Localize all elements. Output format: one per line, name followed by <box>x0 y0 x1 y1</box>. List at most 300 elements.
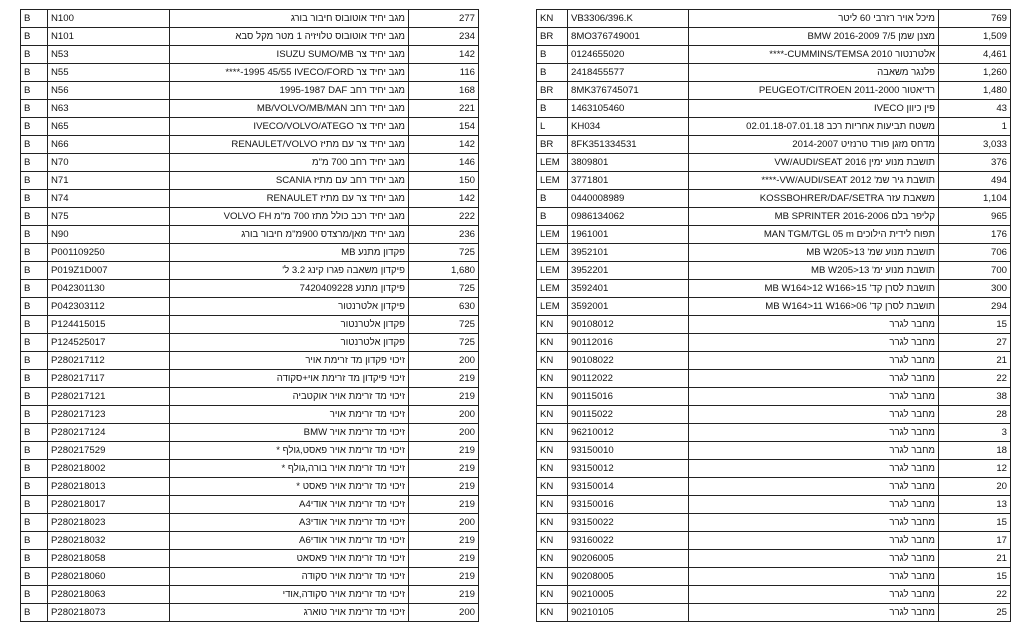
part-number-cell: N90 <box>48 226 170 244</box>
table-row <box>21 298 479 316</box>
supplier-code-cell: B <box>21 532 48 550</box>
description-cell: פקדון אלטרנטור <box>170 334 409 352</box>
supplier-code-cell: B <box>21 514 48 532</box>
price-cell: 219 <box>409 460 479 478</box>
description-cell: מחבר לגרר <box>689 460 939 478</box>
supplier-code-cell: B <box>21 550 48 568</box>
part-number-cell: 8FK351334531 <box>568 136 689 154</box>
table-row <box>537 46 1011 64</box>
description-cell: זיכוי מד זרימת אויר בורה,גולף * <box>170 460 409 478</box>
price-cell: 725 <box>409 280 479 298</box>
part-number-cell: P280217124 <box>48 424 170 442</box>
supplier-code-cell: B <box>21 226 48 244</box>
table-row <box>537 442 1011 460</box>
description-cell: תושבת לסרן קד' MB W164>12 W166>15 <box>689 280 939 298</box>
table-row <box>537 532 1011 550</box>
price-cell: 200 <box>409 514 479 532</box>
part-number-cell: 90208005 <box>568 568 689 586</box>
price-cell: 1,104 <box>939 190 1011 208</box>
supplier-code-cell: B <box>21 208 48 226</box>
supplier-code-cell: B <box>537 64 568 82</box>
part-number-cell: N55 <box>48 64 170 82</box>
supplier-code-cell: B <box>21 406 48 424</box>
part-number-cell: P280218060 <box>48 568 170 586</box>
supplier-code-cell: B <box>21 136 48 154</box>
price-cell: 1,260 <box>939 64 1011 82</box>
price-cell: 725 <box>409 334 479 352</box>
price-cell: 219 <box>409 586 479 604</box>
price-cell: 17 <box>939 532 1011 550</box>
description-cell: מחבר לגרר <box>689 352 939 370</box>
part-number-cell: N100 <box>48 10 170 28</box>
table-row <box>537 208 1011 226</box>
description-cell: מחבר לגרר <box>689 442 939 460</box>
supplier-code-cell: KN <box>537 370 568 388</box>
part-number-cell: 1463105460 <box>568 100 689 118</box>
table-row <box>21 154 479 172</box>
description-cell: זיכוי מד זרימת אויר פאסט * <box>170 478 409 496</box>
description-cell: מיכל אויר רזרבי 60 ליטר <box>689 10 939 28</box>
price-cell: 25 <box>939 604 1011 622</box>
description-cell: תושבת מנוע ימין VW/AUDI/SEAT 2016 <box>689 154 939 172</box>
supplier-code-cell: B <box>21 604 48 622</box>
table-row <box>21 10 479 28</box>
part-number-cell: P280218002 <box>48 460 170 478</box>
table-row <box>537 28 1011 46</box>
part-number-cell: P280218058 <box>48 550 170 568</box>
supplier-code-cell: B <box>21 100 48 118</box>
table-row <box>537 172 1011 190</box>
table-row <box>537 550 1011 568</box>
supplier-code-cell: B <box>21 568 48 586</box>
supplier-code-cell: B <box>21 334 48 352</box>
price-cell: 142 <box>409 46 479 64</box>
part-number-cell: 93150012 <box>568 460 689 478</box>
part-number-cell: P280217121 <box>48 388 170 406</box>
price-cell: 277 <box>409 10 479 28</box>
part-number-cell: N75 <box>48 208 170 226</box>
description-cell: פיקדון מתנע 7420409228 <box>170 280 409 298</box>
description-cell: זיכוי מד זרימת אויר אודיA3 <box>170 514 409 532</box>
part-number-cell: 8MK376745071 <box>568 82 689 100</box>
description-cell: ****-1995 45/55 IVECO/FORD מגב יחיד צר <box>170 64 409 82</box>
supplier-code-cell: KN <box>537 514 568 532</box>
supplier-code-cell: KN <box>537 406 568 424</box>
price-cell: 630 <box>409 298 479 316</box>
supplier-code-cell: B <box>21 82 48 100</box>
supplier-code-cell: B <box>21 370 48 388</box>
table-row <box>537 280 1011 298</box>
supplier-code-cell: KN <box>537 424 568 442</box>
price-cell: 219 <box>409 478 479 496</box>
table-row <box>21 118 479 136</box>
description-cell: RENAULET/VOLVO מגב יחיד צר עם מתיז <box>170 136 409 154</box>
part-number-cell: N56 <box>48 82 170 100</box>
table-row <box>537 514 1011 532</box>
table-row <box>537 190 1011 208</box>
price-cell: 3,033 <box>939 136 1011 154</box>
price-cell: 219 <box>409 496 479 514</box>
description-cell: זיכוי מד זרימת אויר אודיA4 <box>170 496 409 514</box>
part-number-cell: 90112022 <box>568 370 689 388</box>
description-cell: מחבר לגרר <box>689 424 939 442</box>
table-row <box>21 172 479 190</box>
price-cell: 700 <box>939 262 1011 280</box>
table-row <box>21 334 479 352</box>
part-number-cell: 3771801 <box>568 172 689 190</box>
right-table-body <box>537 10 1011 622</box>
part-number-cell: P280218023 <box>48 514 170 532</box>
description-cell: זיכוי מד זרימת אויר פאסאט <box>170 550 409 568</box>
part-number-cell: 0440008989 <box>568 190 689 208</box>
description-cell: מחבר לגרר <box>689 496 939 514</box>
table-row <box>21 550 479 568</box>
part-number-cell: 90108012 <box>568 316 689 334</box>
table-row <box>537 604 1011 622</box>
description-cell: מחבר לגרר <box>689 586 939 604</box>
table-row <box>21 406 479 424</box>
part-number-cell: 90206005 <box>568 550 689 568</box>
table-row <box>537 352 1011 370</box>
price-cell: 22 <box>939 370 1011 388</box>
price-cell: 221 <box>409 100 479 118</box>
part-number-cell: 90115022 <box>568 406 689 424</box>
part-number-cell: 96210012 <box>568 424 689 442</box>
supplier-code-cell: B <box>21 190 48 208</box>
description-cell: זיכוי מד זרימת אויר פאסט,גולף * <box>170 442 409 460</box>
table-row <box>21 100 479 118</box>
description-cell: פקדון מתנע MB <box>170 244 409 262</box>
description-cell: מצנן שמן 7/5 BMW 2016-2009 <box>689 28 939 46</box>
description-cell: זיכוי מד זרימת אויר <box>170 406 409 424</box>
price-cell: 200 <box>409 604 479 622</box>
supplier-code-cell: B <box>537 190 568 208</box>
part-number-cell: N70 <box>48 154 170 172</box>
supplier-code-cell: B <box>21 316 48 334</box>
part-number-cell: P124415015 <box>48 316 170 334</box>
description-cell: RENAULET מגב יחיד צר עם מתיז <box>170 190 409 208</box>
part-number-cell: N101 <box>48 28 170 46</box>
description-cell: זיכוי פקדון מד זרימת אויר <box>170 352 409 370</box>
table-row <box>21 226 479 244</box>
price-cell: 1,480 <box>939 82 1011 100</box>
table-row <box>21 28 479 46</box>
price-cell: 146 <box>409 154 479 172</box>
part-number-cell: 1961001 <box>568 226 689 244</box>
supplier-code-cell: BR <box>537 82 568 100</box>
table-row <box>21 496 479 514</box>
supplier-code-cell: B <box>21 478 48 496</box>
supplier-code-cell: B <box>21 442 48 460</box>
description-cell: זיכוי מד זרימת אויר סקודה <box>170 568 409 586</box>
table-row <box>21 352 479 370</box>
description-cell: אלטרנטור CUMMINS/TEMSA 2010-**** <box>689 46 939 64</box>
part-number-cell: 90210005 <box>568 586 689 604</box>
table-row <box>537 262 1011 280</box>
part-number-cell: 0986134062 <box>568 208 689 226</box>
description-cell: 1995-1987 DAF מגב יחיד רחב <box>170 82 409 100</box>
description-cell: תושבת לסרן קד' MB W164>11 W166>06 <box>689 298 939 316</box>
part-number-cell: P280217123 <box>48 406 170 424</box>
price-cell: 116 <box>409 64 479 82</box>
description-cell: SCANIA מגב יחיד רחב עם מתיז <box>170 172 409 190</box>
supplier-code-cell: KN <box>537 352 568 370</box>
table-row <box>21 82 479 100</box>
table-row <box>537 370 1011 388</box>
table-row <box>21 568 479 586</box>
left-table-body <box>21 10 479 622</box>
table-row <box>21 370 479 388</box>
supplier-code-cell: KN <box>537 550 568 568</box>
supplier-code-cell: KN <box>537 442 568 460</box>
description-cell: מחבר לגרר <box>689 568 939 586</box>
price-cell: 725 <box>409 244 479 262</box>
supplier-code-cell: B <box>21 154 48 172</box>
description-cell: תפוח לידית הילוכים MAN TGM/TGL 05 m <box>689 226 939 244</box>
supplier-code-cell: B <box>537 46 568 64</box>
price-cell: 294 <box>939 298 1011 316</box>
part-number-cell: P280217117 <box>48 370 170 388</box>
part-number-cell: 93150016 <box>568 496 689 514</box>
description-cell: MB/VOLVO/MB/MAN מגב יחיד רחב <box>170 100 409 118</box>
price-cell: 219 <box>409 532 479 550</box>
price-cell: 150 <box>409 172 479 190</box>
price-cell: 4,461 <box>939 46 1011 64</box>
part-number-cell: KH034 <box>568 118 689 136</box>
price-cell: 219 <box>409 388 479 406</box>
part-number-cell: P280218013 <box>48 478 170 496</box>
supplier-code-cell: KN <box>537 532 568 550</box>
description-cell: זיכוי פיקדון מד זרימת אוי+סקודה <box>170 370 409 388</box>
description-cell: מחבר לגרר <box>689 532 939 550</box>
table-row <box>537 388 1011 406</box>
part-number-cell: 8MO376749001 <box>568 28 689 46</box>
supplier-code-cell: B <box>21 28 48 46</box>
price-cell: 12 <box>939 460 1011 478</box>
table-row <box>537 118 1011 136</box>
part-number-cell: 2418455577 <box>568 64 689 82</box>
supplier-code-cell: LEM <box>537 154 568 172</box>
description-cell: תושבת גיר שמ' VW/AUDI/SEAT 2012-**** <box>689 172 939 190</box>
supplier-code-cell: B <box>537 100 568 118</box>
table-row <box>21 190 479 208</box>
part-number-cell: P019Z1D007 <box>48 262 170 280</box>
supplier-code-cell: B <box>21 10 48 28</box>
table-row <box>537 298 1011 316</box>
supplier-code-cell: LEM <box>537 226 568 244</box>
price-cell: 236 <box>409 226 479 244</box>
description-cell: תושבת מנוע ימ' MB W205>13 <box>689 262 939 280</box>
price-cell: 168 <box>409 82 479 100</box>
price-cell: 1 <box>939 118 1011 136</box>
description-cell: קליפר בלם MB SPRINTER 2016-2006 <box>689 208 939 226</box>
description-cell: פיקדון משאבה פגרו קינג 3.2 ל' <box>170 262 409 280</box>
supplier-code-cell: B <box>21 388 48 406</box>
supplier-code-cell: LEM <box>537 298 568 316</box>
supplier-code-cell: B <box>21 262 48 280</box>
supplier-code-cell: BR <box>537 136 568 154</box>
price-cell: 300 <box>939 280 1011 298</box>
price-cell: 1,680 <box>409 262 479 280</box>
price-cell: 200 <box>409 424 479 442</box>
part-number-cell: 93150010 <box>568 442 689 460</box>
supplier-code-cell: KN <box>537 10 568 28</box>
description-cell: מגב יחיד רחב 700 מ"מ <box>170 154 409 172</box>
price-cell: 28 <box>939 406 1011 424</box>
description-cell: ISUZU SUMO/MB מגב יחיד צר <box>170 46 409 64</box>
table-row <box>537 406 1011 424</box>
table-row <box>21 604 479 622</box>
description-cell: מחבר לגרר <box>689 550 939 568</box>
part-number-cell: 3952201 <box>568 262 689 280</box>
description-cell: מחבר לגרר <box>689 316 939 334</box>
right-price-table <box>536 9 1011 622</box>
description-cell: פיקדון אלטרנטור <box>170 298 409 316</box>
description-cell: מחבר לגרר <box>689 406 939 424</box>
part-number-cell: 3952101 <box>568 244 689 262</box>
part-number-cell: 90112016 <box>568 334 689 352</box>
price-cell: 21 <box>939 352 1011 370</box>
price-cell: 21 <box>939 550 1011 568</box>
supplier-code-cell: KN <box>537 604 568 622</box>
price-cell: 15 <box>939 316 1011 334</box>
supplier-code-cell: KN <box>537 478 568 496</box>
description-cell: משאבת עזר KOSSBOHRER/DAF/SETRA <box>689 190 939 208</box>
price-cell: 706 <box>939 244 1011 262</box>
table-row <box>537 64 1011 82</box>
supplier-code-cell: B <box>21 46 48 64</box>
supplier-code-cell: B <box>21 586 48 604</box>
table-row <box>21 460 479 478</box>
part-number-cell: P042301130 <box>48 280 170 298</box>
price-cell: 219 <box>409 550 479 568</box>
table-row <box>21 46 479 64</box>
supplier-code-cell: B <box>21 280 48 298</box>
description-cell: מחבר לגרר <box>689 388 939 406</box>
price-cell: 22 <box>939 586 1011 604</box>
table-row <box>21 244 479 262</box>
part-number-cell: 90210105 <box>568 604 689 622</box>
supplier-code-cell: KN <box>537 568 568 586</box>
description-cell: מחבר לגרר <box>689 370 939 388</box>
table-row <box>537 424 1011 442</box>
table-row <box>537 316 1011 334</box>
price-cell: 15 <box>939 514 1011 532</box>
description-cell: תושבת מנוע שמ' MB W205>13 <box>689 244 939 262</box>
description-cell: זיכוי מד זרימת אויר סקודה,אודי <box>170 586 409 604</box>
price-cell: 154 <box>409 118 479 136</box>
part-number-cell: P124525017 <box>48 334 170 352</box>
supplier-code-cell: KN <box>537 496 568 514</box>
table-row <box>537 100 1011 118</box>
table-row <box>537 154 1011 172</box>
supplier-code-cell: BR <box>537 28 568 46</box>
part-number-cell: 3592001 <box>568 298 689 316</box>
table-row <box>21 586 479 604</box>
table-row <box>21 424 479 442</box>
description-cell: זיכוי מד זרימת אויר אודיA6 <box>170 532 409 550</box>
part-number-cell: 3592401 <box>568 280 689 298</box>
price-cell: 18 <box>939 442 1011 460</box>
price-cell: 219 <box>409 370 479 388</box>
part-number-cell: 93150022 <box>568 514 689 532</box>
table-row <box>21 478 479 496</box>
part-number-cell: VB3306/396.K <box>568 10 689 28</box>
supplier-code-cell: KN <box>537 460 568 478</box>
supplier-code-cell: B <box>21 244 48 262</box>
table-row <box>537 586 1011 604</box>
supplier-code-cell: B <box>21 352 48 370</box>
price-cell: 13 <box>939 496 1011 514</box>
left-price-table <box>20 9 479 622</box>
price-cell: 43 <box>939 100 1011 118</box>
part-number-cell: P001109250 <box>48 244 170 262</box>
supplier-code-cell: LEM <box>537 280 568 298</box>
supplier-code-cell: LEM <box>537 262 568 280</box>
table-row <box>537 244 1011 262</box>
description-cell: מגב יחיד מאן/מרצדס 900מ"מ חיבור בורג <box>170 226 409 244</box>
description-cell: מחבר לגרר <box>689 604 939 622</box>
supplier-code-cell: B <box>21 172 48 190</box>
description-cell: מדחס מזגן פורד טרנזיט 2014-2007 <box>689 136 939 154</box>
supplier-code-cell: B <box>21 424 48 442</box>
supplier-code-cell: LEM <box>537 172 568 190</box>
part-number-cell: 90108022 <box>568 352 689 370</box>
description-cell: VOLVO FH מגב יחיד רכב כולל מתז 700 מ"מ <box>170 208 409 226</box>
supplier-code-cell: B <box>537 208 568 226</box>
table-row <box>21 388 479 406</box>
table-row <box>537 136 1011 154</box>
price-cell: 376 <box>939 154 1011 172</box>
price-cell: 38 <box>939 388 1011 406</box>
supplier-code-cell: KN <box>537 586 568 604</box>
table-row <box>537 334 1011 352</box>
price-cell: 1,509 <box>939 28 1011 46</box>
supplier-code-cell: KN <box>537 334 568 352</box>
price-cell: 494 <box>939 172 1011 190</box>
description-cell: זיכוי מד זרימת אויר BMW <box>170 424 409 442</box>
part-number-cell: N65 <box>48 118 170 136</box>
description-cell: משטח תביעות אחריות רכב 02.01.18-07.01.18 <box>689 118 939 136</box>
description-cell: זיכוי מד זרימת אויר טוארג <box>170 604 409 622</box>
table-row <box>537 568 1011 586</box>
part-number-cell: 0124655020 <box>568 46 689 64</box>
description-cell: פקדון אלטרנטור <box>170 316 409 334</box>
part-number-cell: N66 <box>48 136 170 154</box>
description-cell: פין כיוון IVECO <box>689 100 939 118</box>
price-cell: 725 <box>409 316 479 334</box>
supplier-code-cell: KN <box>537 388 568 406</box>
description-cell: פלנגר משאבה <box>689 64 939 82</box>
price-cell: 222 <box>409 208 479 226</box>
table-row <box>537 460 1011 478</box>
supplier-code-cell: LEM <box>537 244 568 262</box>
price-cell: 965 <box>939 208 1011 226</box>
part-number-cell: N53 <box>48 46 170 64</box>
table-row <box>537 10 1011 28</box>
price-cell: 3 <box>939 424 1011 442</box>
part-number-cell: N74 <box>48 190 170 208</box>
supplier-code-cell: L <box>537 118 568 136</box>
table-row <box>21 136 479 154</box>
table-row <box>21 316 479 334</box>
description-cell: מגב יחיד אוטובוס חיבור בורג <box>170 10 409 28</box>
part-number-cell: P280218032 <box>48 532 170 550</box>
part-number-cell: P280218073 <box>48 604 170 622</box>
table-row <box>21 208 479 226</box>
price-cell: 200 <box>409 352 479 370</box>
part-number-cell: 93160022 <box>568 532 689 550</box>
